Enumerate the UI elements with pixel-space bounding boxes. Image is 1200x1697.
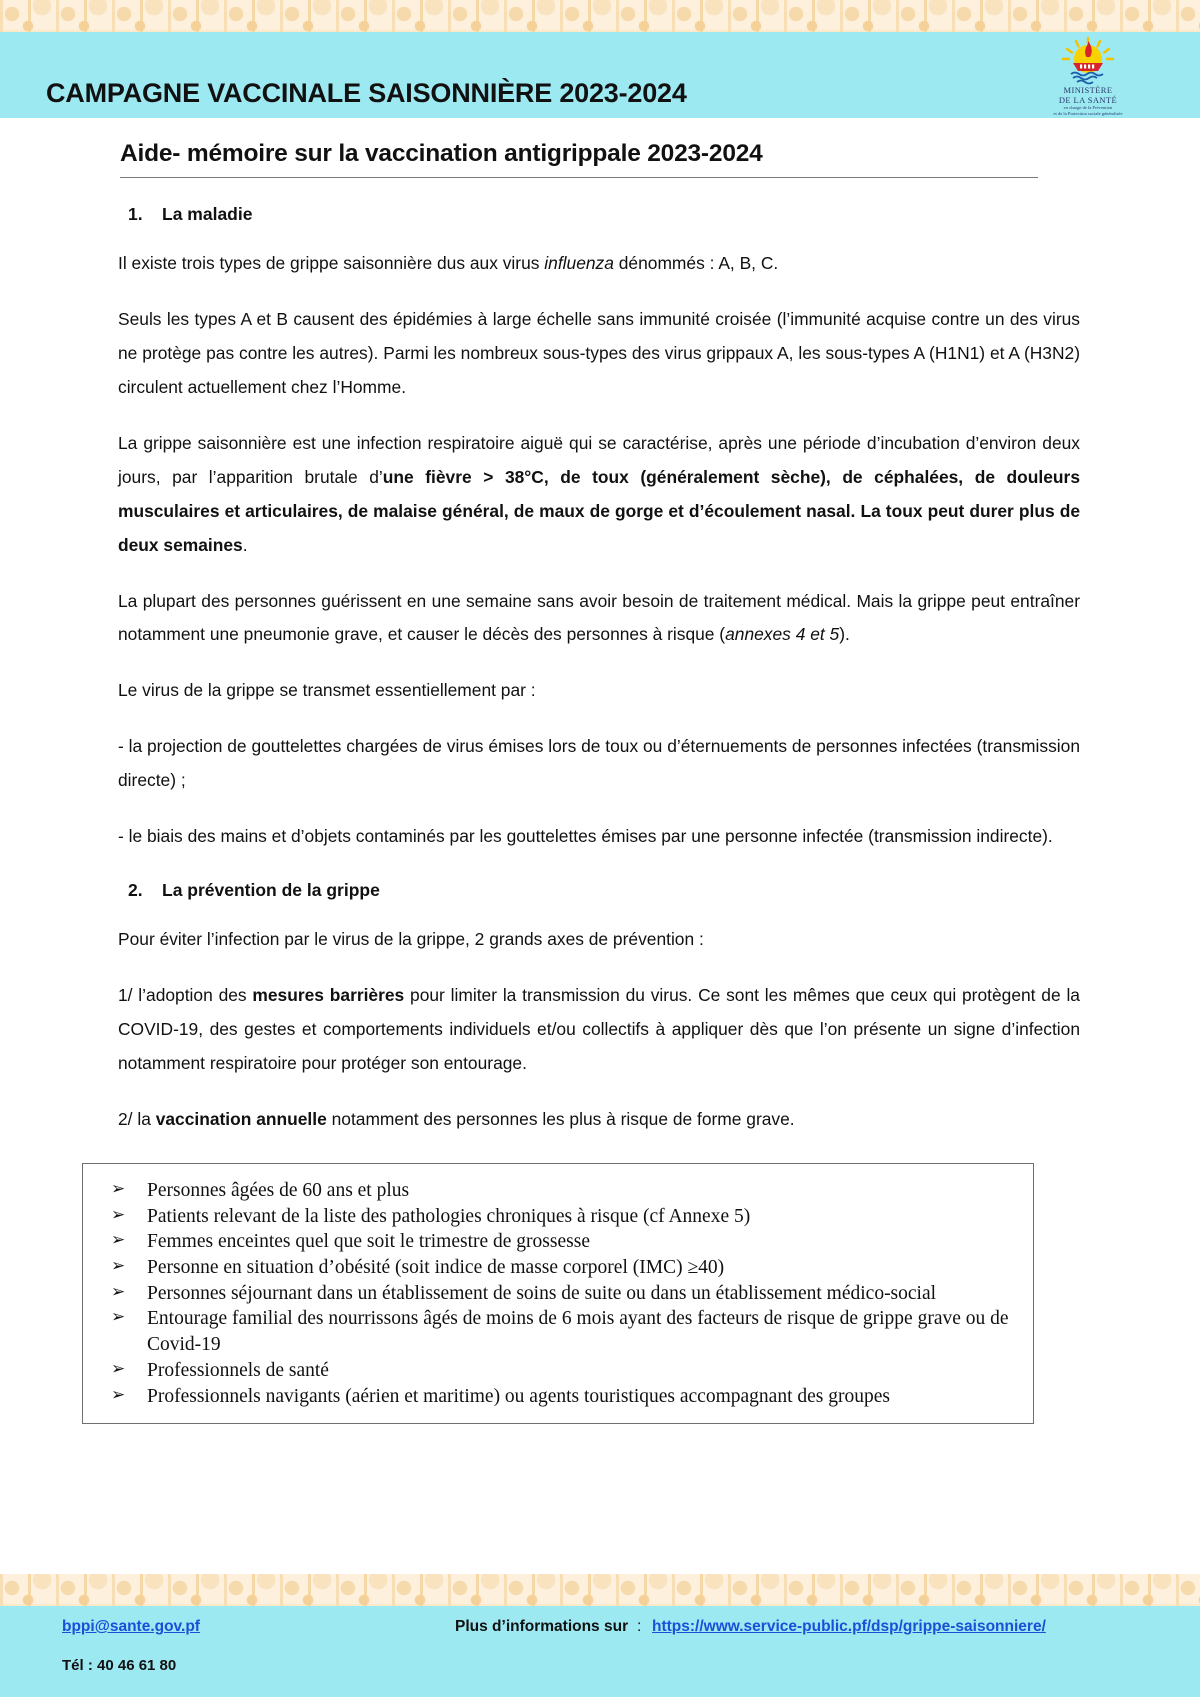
- ministry-line-1: MINISTÈRE: [1063, 85, 1113, 95]
- list-item: [97, 1255, 1023, 1281]
- section-heading-1: [128, 204, 1200, 225]
- list-item: [97, 1358, 1023, 1384]
- par4-text-b: ).: [839, 624, 850, 645]
- tahiti-crest-icon: [1057, 35, 1119, 85]
- contact-phone: Tél : 40 46 61 80: [62, 1657, 177, 1674]
- list-item-label: Patients relevant de la liste des pathologies chroniques à risque (cf Annexe 5): [147, 1205, 751, 1227]
- list-item-label: Personnes séjournant dans un établissement de soins de suite ou dans un établissement médico-social: [147, 1282, 937, 1304]
- list-item: [97, 1281, 1023, 1307]
- arrow-bullet-icon: ➢: [111, 1281, 126, 1301]
- more-info-colon: :: [637, 1618, 642, 1635]
- par3-text-a: La grippe saisonnière est une infection respiratoire aiguë qui se caractérise, après une période d’incubation d’environ deux jours, par l’apparition brutale d’: [118, 432, 1080, 487]
- ministry-subtitle-1: en charge de la Prévention: [1063, 105, 1113, 110]
- par1-text-a: Il existe trois types de grippe saisonnière dus aux virus: [118, 253, 545, 273]
- ministry-line-2: DE LA SANTÉ: [1058, 95, 1118, 105]
- section-heading-2: [128, 880, 1200, 901]
- list-item: [97, 1178, 1023, 1204]
- par1-text-b: dénommés : A, B, C.: [613, 253, 779, 273]
- ministere-de-la-sante-logo: [1028, 35, 1148, 119]
- paragraph-transmission-intro: Le virus de la grippe se transmet essentiellement par :: [118, 680, 536, 701]
- arrow-bullet-icon: ➢: [111, 1178, 126, 1198]
- arrow-bullet-icon: ➢: [111, 1358, 126, 1378]
- risk-groups-list: [97, 1178, 1023, 1410]
- document-title-container: [120, 140, 1038, 178]
- risk-groups-box: [82, 1163, 1034, 1425]
- section-number-2: 2.: [128, 880, 143, 901]
- par10-text-a: 2/ la: [118, 1108, 156, 1129]
- more-info-url-link[interactable]: https://www.service-public.pf/dsp/grippe-saisonniere/: [652, 1618, 1046, 1635]
- par9-text-a: 1/ l’adoption des: [118, 985, 253, 1006]
- paragraph-vaccination-annuelle: [118, 1103, 1080, 1137]
- contact-email-link[interactable]: bppi@sante.gov.pf: [62, 1618, 200, 1635]
- paragraph-mesures-barrieres: [118, 979, 1080, 1081]
- list-item-label: Professionnels de santé: [147, 1359, 329, 1381]
- par9-text-b: pour limiter la transmission du virus. Ce sont les mêmes que ceux qui protègent de la COVID-19, des gestes et comportements individuels et/ou collectifs à appliquer dès que l’on présente un signe d’infection notamment respiratoire pour protéger son entourage.: [118, 985, 1080, 1073]
- ministry-subtitle-2: et de la Protection sociale généralisée: [1053, 111, 1123, 116]
- par4-text-a: La plupart des personnes guérissent en une semaine sans avoir besoin de traitement médical. Mais la grippe peut entraîner notamment une pneumonie grave, et causer le décès des personnes à risque (: [118, 590, 1080, 645]
- arrow-bullet-icon: ➢: [111, 1307, 126, 1327]
- header-banner: [0, 32, 1200, 118]
- page-title: CAMPAGNE VACCINALE SAISONNIÈRE 2023-2024: [46, 78, 687, 108]
- arrow-bullet-icon: ➢: [111, 1204, 126, 1224]
- paragraph-types-a-b: Seuls les types A et B causent des épidémies à large échelle sans immunité croisée (l’immunité acquise contre un des virus ne protège pas contre les autres). Parmi les nombreux sous-types des virus grippaux A, les sous-types A (H1N1) et A (H3N2) circulent actuellement chez l’Homme.: [118, 308, 1080, 397]
- list-item: [97, 1384, 1023, 1410]
- arrow-bullet-icon: ➢: [111, 1256, 126, 1276]
- list-item: [97, 1204, 1023, 1230]
- par10-bold-vaccination: vaccination annuelle: [155, 1108, 327, 1129]
- list-item-label: Personnes âgées de 60 ans et plus: [147, 1179, 410, 1201]
- paragraph-symptomes: [118, 427, 1080, 563]
- list-item-label: Entourage familial des nourrissons âgés de moins de 6 mois ayant des facteurs de risque de grippe grave ou de Covid-19: [147, 1308, 1009, 1356]
- arrow-bullet-icon: ➢: [111, 1384, 126, 1404]
- par9-bold-mesures: mesures barrières: [252, 985, 405, 1006]
- par1-italic-influenza: influenza: [544, 253, 614, 273]
- par3-bold-symptomes: une fièvre > 38°C, de toux (généralement sèche), de céphalées, de douleurs musculaires et articulaires, de malaise général, de maux de gorge et d’écoulement nasal. La toux peut durer plus de deux semaines: [118, 466, 1080, 555]
- paragraph-types-grippe: [118, 247, 1080, 281]
- decorative-pattern-band-bottom: [0, 1574, 1200, 1606]
- list-item-label: Femmes enceintes quel que soit le trimestre de grossesse: [147, 1231, 590, 1253]
- more-info-label: Plus d’informations sur: [455, 1618, 629, 1635]
- section-number-1: 1.: [128, 204, 143, 224]
- list-item-label: Professionnels navigants (aérien et maritime) ou agents touristiques accompagnant des groupes: [147, 1385, 890, 1407]
- paragraph-prevention-intro: Pour éviter l’infection par le virus de la grippe, 2 grands axes de prévention :: [118, 929, 704, 950]
- list-item: [97, 1306, 1023, 1357]
- par10-text-b: notamment des personnes les plus à risque de forme grave.: [326, 1108, 795, 1129]
- decorative-pattern-band-top: [0, 0, 1200, 32]
- par4-italic-annexes: annexes 4 et 5: [725, 624, 840, 645]
- document-title: Aide- mémoire sur la vaccination antigrippale 2023-2024: [120, 140, 763, 167]
- list-item-label: Personne en situation d’obésité (soit indice de masse corporel (IMC) ≥40): [147, 1257, 725, 1279]
- paragraph-guerison: [118, 585, 1080, 653]
- document-body: [0, 118, 1200, 1424]
- arrow-bullet-icon: ➢: [111, 1230, 126, 1250]
- par3-text-b: .: [242, 534, 248, 555]
- section-label-2: La prévention de la grippe: [162, 880, 380, 901]
- paragraph-transmission-directe: - la projection de gouttelettes chargées de virus émises lors de toux ou d’éternuements de personnes infectées (transmission directe) ;: [118, 736, 1080, 791]
- section-label-1: La maladie: [162, 204, 253, 224]
- paragraph-transmission-indirecte: - le biais des mains et d’objets contaminés par les gouttelettes émises par une personne infectée (transmission indirecte).: [118, 826, 1053, 847]
- list-item: [97, 1229, 1023, 1255]
- footer-banner: [0, 1606, 1200, 1697]
